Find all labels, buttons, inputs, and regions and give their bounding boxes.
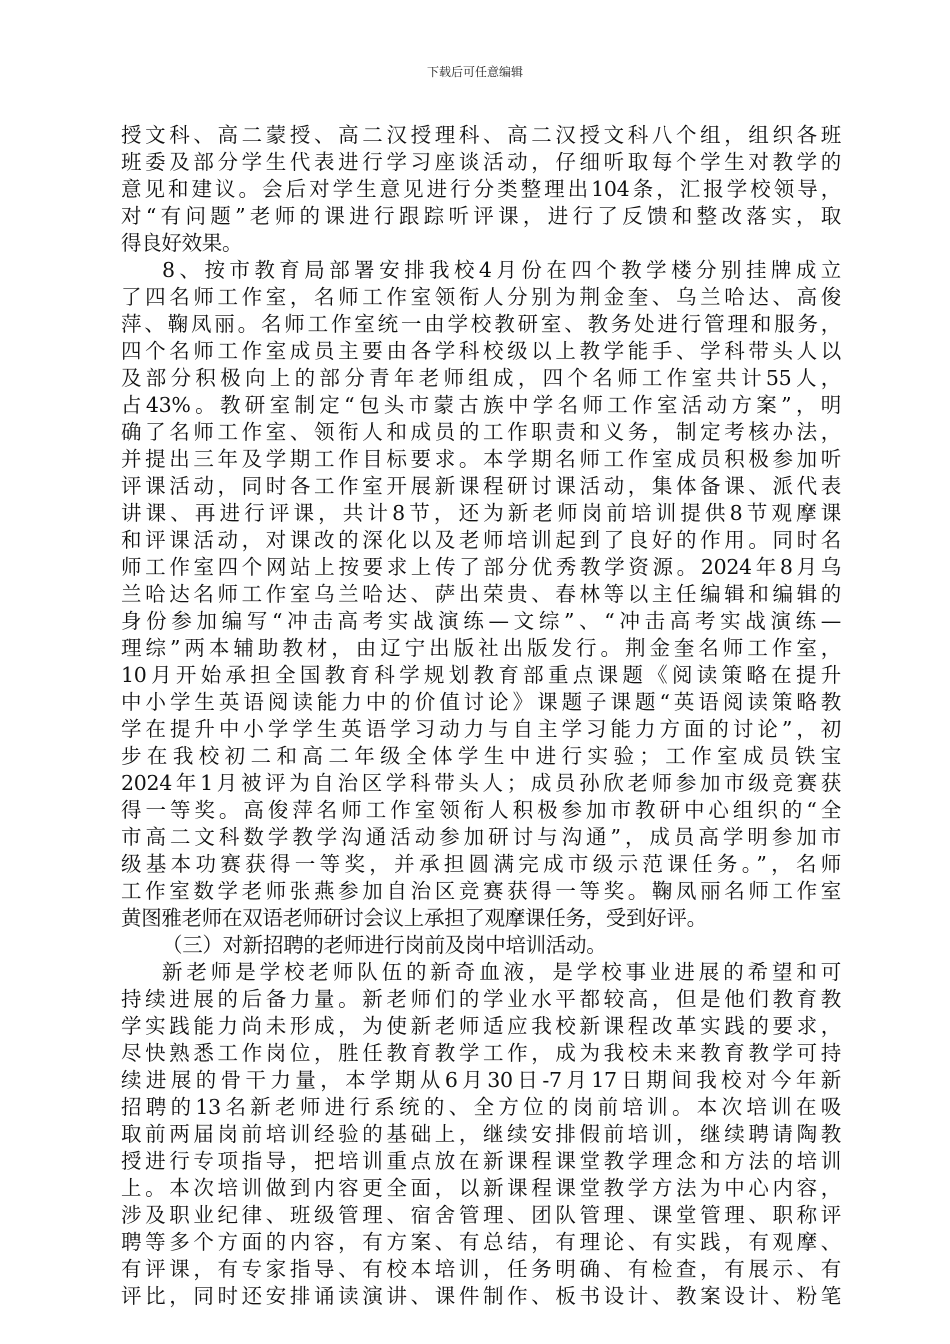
text-line: 级基本功赛获得一等奖，并承担圆满完成市级示范课任务。”，名师 — [121, 852, 841, 876]
text-line: 10月开始承担全国教育科学规划教育部重点课题《阅读策略在提升 — [121, 663, 841, 687]
text-line: 步在我校初二和高二年级全体学生中进行实验；工作室成员铁宝 — [121, 744, 841, 768]
text-line: 学实践能力尚未形成，为使新老师适应我校新课程改革实践的要求， — [121, 1014, 841, 1038]
text-line: 评课活动，同时各工作室开展新课程研讨课活动，集体备课、派代表 — [121, 474, 841, 498]
text-line: 授文科、高二蒙授、高二汉授理科、高二汉授文科八个组，组织各班 — [121, 123, 841, 147]
text-line: 评比，同时还安排诵读演讲、课件制作、板书设计、教案设计、粉笔 — [121, 1284, 841, 1308]
text-line: 和评课活动，对课改的深化以及老师培训起到了良好的作用。同时名 — [121, 528, 841, 552]
text-line: 涉及职业纪律、班级管理、宿舍管理、团队管理、课堂管理、职称评 — [121, 1203, 841, 1227]
text-line: 黄图雅老师在双语老师研讨会议上承担了观摩课任务，受到好评。 — [121, 906, 707, 930]
text-line: 确了名师工作室、领衔人和成员的工作职责和义务，制定考核办法， — [121, 420, 841, 444]
text-line: 并提出三年及学期工作目标要求。本学期名师工作室成员积极参加听 — [121, 447, 841, 471]
text-line: 占43%。教研室制定“包头市蒙古族中学名师工作室活动方案”，明 — [121, 393, 841, 417]
text-line: 师工作室四个网站上按要求上传了部分优秀教学资源。2024年8月乌 — [121, 555, 841, 579]
text-line: 上。本次培训做到内容更全面，以新课程课堂教学方法为中心内容， — [121, 1176, 841, 1200]
text-line: 新老师是学校老师队伍的新奇血液，是学校事业进展的希望和可 — [162, 960, 841, 984]
document-body — [121, 122, 841, 1310]
text-line: 8、按市教育局部署安排我校4月份在四个教学楼分别挂牌成立 — [162, 258, 841, 282]
page-header: 下载后可任意编辑 — [426, 65, 523, 79]
text-line: 续进展的骨干力量，本学期从6月30日-7月17日期间我校对今年新 — [121, 1068, 841, 1092]
text-line: 中小学生英语阅读能力中的价值讨论》课题子课题“英语阅读策略教 — [121, 690, 841, 714]
text-line: 萍、鞠凤丽。名师工作室统一由学校教研室、教务处进行管理和服务， — [121, 312, 841, 336]
text-line: 及部分积极向上的部分青年老师组成，四个名师工作室共计55人， — [121, 366, 841, 390]
text-line: 授进行专项指导，把培训重点放在新课程课堂教学理念和方法的培训 — [121, 1149, 841, 1173]
text-line: 意见和建议。会后对学生意见进行分类整理出104条，汇报学校领导， — [121, 177, 841, 201]
text-line: 得良好效果。 — [121, 231, 243, 255]
text-line: 身份参加编写“冲击高考实战演练—文综”、“冲击高考实战演练— — [121, 609, 841, 633]
text-line: 取前两届岗前培训经验的基础上，继续安排假前培训，继续聘请陶教 — [121, 1122, 841, 1146]
text-line: 尽快熟悉工作岗位，胜任教育教学工作，成为我校未来教育教学可持 — [121, 1041, 841, 1065]
text-line: 得一等奖。高俊萍名师工作室领衔人积极参加市教研中心组织的“全 — [121, 798, 841, 822]
text-line: 讲课、再进行评课，共计8节，还为新老师岗前培训提供8节观摩课 — [121, 501, 841, 525]
text-line: 市高二文科数学教学沟通活动参加研讨与沟通”，成员高学明参加市 — [121, 825, 841, 849]
text-line: 班委及部分学生代表进行学习座谈活动，仔细听取每个学生对教学的 — [121, 150, 841, 174]
text-line: 对“有问题”老师的课进行跟踪听评课，进行了反馈和整改落实，取 — [121, 204, 841, 228]
text-line: 理综”两本辅助教材，由辽宁出版社出版发行。荆金奎名师工作室， — [121, 636, 841, 660]
text-line: 聘等多个方面的内容，有方案、有总结，有理论、有实践，有观摩、 — [121, 1230, 841, 1254]
text-line: 2024年1月被评为自治区学科带头人；成员孙欣老师参加市级竞赛获 — [121, 771, 841, 795]
section-heading: （三）对新招聘的老师进行岗前及岗中培训活动。 — [162, 933, 607, 957]
text-line: 工作室数学老师张燕参加自治区竞赛获得一等奖。鞠凤丽名师工作室 — [121, 879, 841, 903]
text-line: 四个名师工作室成员主要由各学科校级以上教学能手、学科带头人以 — [121, 339, 841, 363]
text-line: 学在提升中小学学生英语学习动力与自主学习能力方面的讨论”，初 — [121, 717, 841, 741]
text-line: 兰哈达名师工作室乌兰哈达、萨出荣贵、春林等以主任编辑和编辑的 — [121, 582, 841, 606]
text-line: 招聘的13名新老师进行系统的、全方位的岗前培训。本次培训在吸 — [121, 1095, 841, 1119]
text-line: 有评课，有专家指导、有校本培训，任务明确、有检查，有展示、有 — [121, 1257, 841, 1281]
text-line: 持续进展的后备力量。新老师们的学业水平都较高，但是他们教育教 — [121, 987, 841, 1011]
text-line: 了四名师工作室，名师工作室领衔人分别为荆金奎、乌兰哈达、高俊 — [121, 285, 841, 309]
